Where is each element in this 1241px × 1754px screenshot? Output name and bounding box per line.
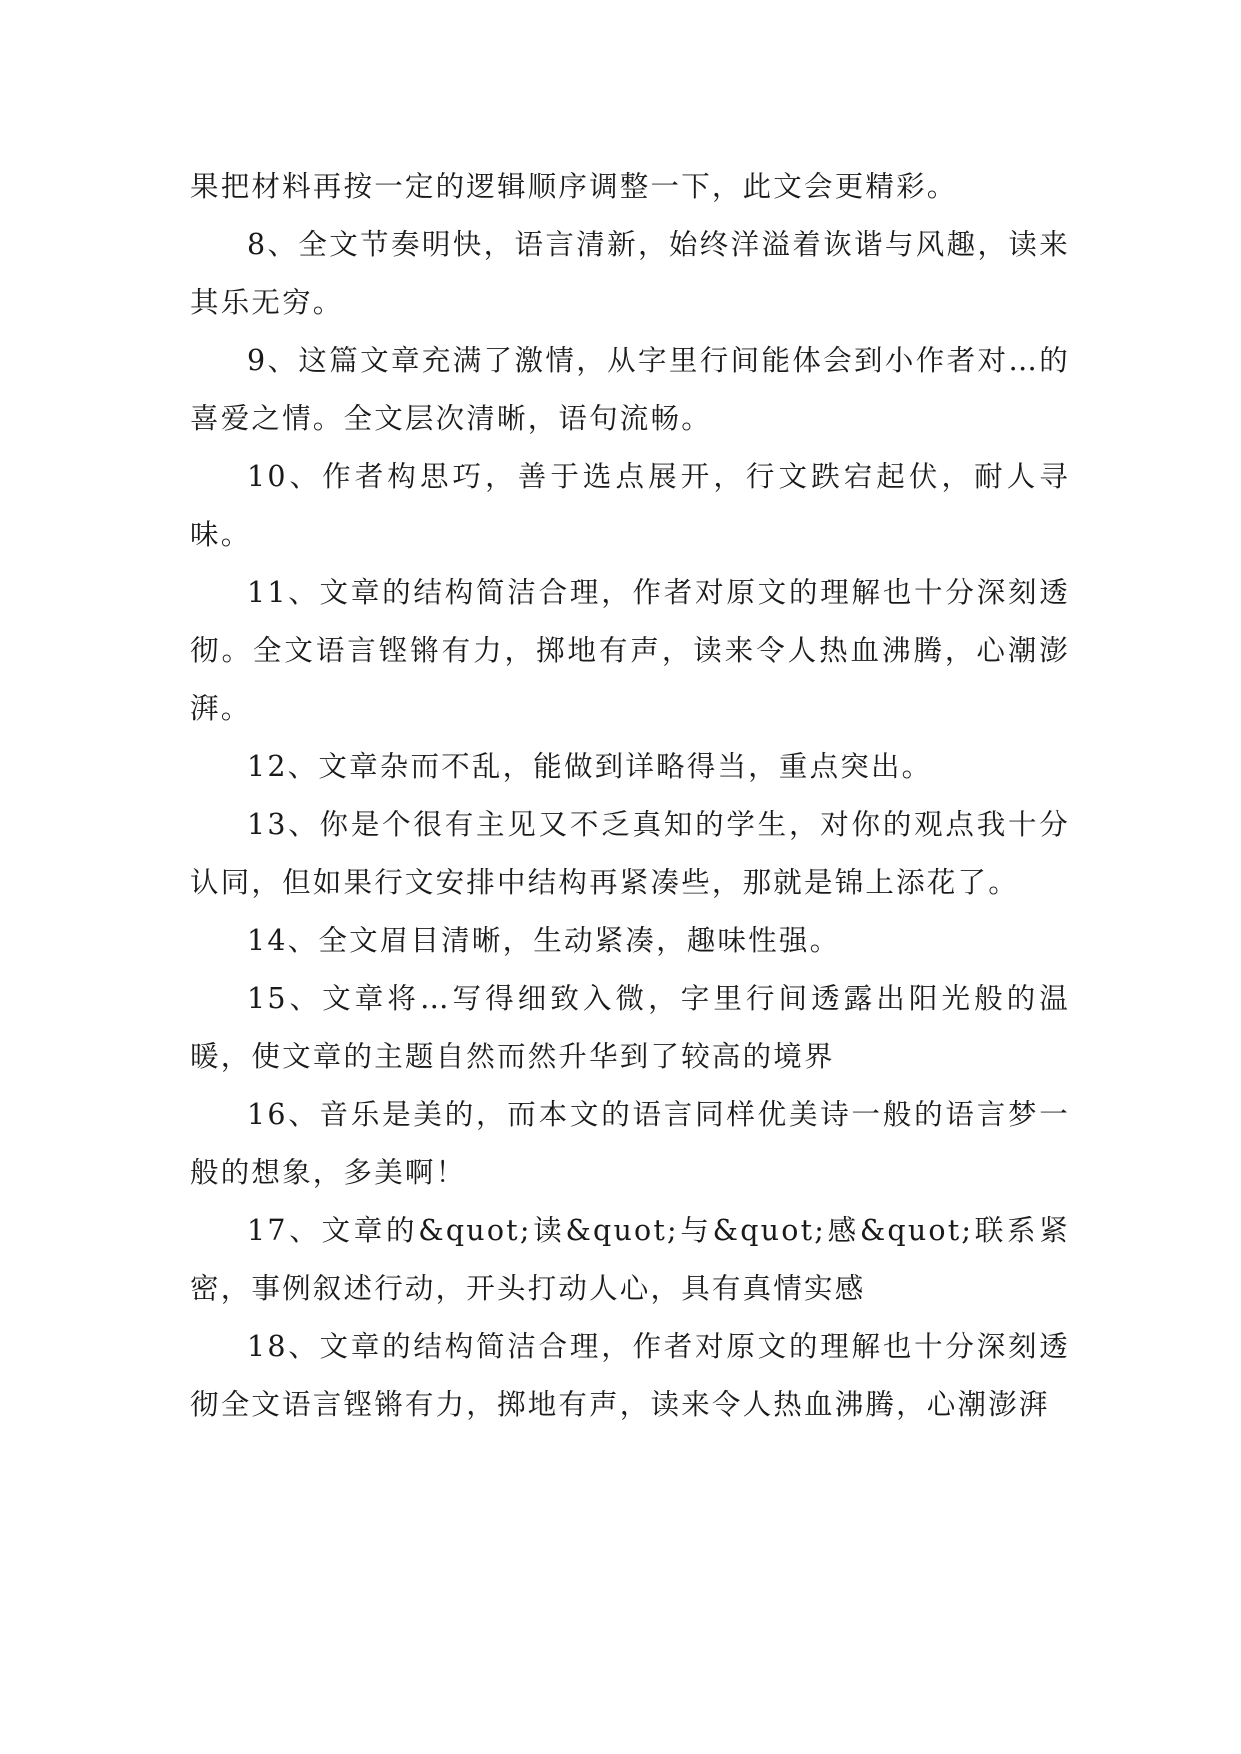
paragraph-continuation: 果把材料再按一定的逻辑顺序调整一下，此文会更精彩。 (190, 170, 958, 203)
paragraph-comment-13: 13、你是个很有主见又不乏真知的学生，对你的观点我十分认同，但如果行文安排中结构再紧凑些，那就是锦上添花了。 (190, 808, 1070, 899)
paragraph-comment-14: 14、全文眉目清晰，生动紧凑，趣味性强。 (247, 924, 841, 957)
paragraph-comment-8: 8、全文节奏明快，语言清新，始终洋溢着诙谐与风趣，读来其乐无穷。 (190, 228, 1070, 319)
paragraph-comment-18: 18、文章的结构简洁合理，作者对原文的理解也十分深刻透彻全文语言铿锵有力，掷地有声，读来令人热血沸腾，心潮澎湃 (190, 1330, 1070, 1421)
paragraph-comment-17: 17、文章的&quot;读&quot;与&quot;感&quot;联系紧密，事例叙述行动，开头打动人心，具有真情实感 (190, 1214, 1070, 1305)
paragraph-comment-10: 10、作者构思巧，善于选点展开，行文跌宕起伏，耐人寻味。 (190, 460, 1070, 551)
document-body (190, 158, 1070, 1434)
paragraph-comment-15: 15、文章将…写得细致入微，字里行间透露出阳光般的温暖，使文章的主题自然而然升华到了较高的境界 (190, 982, 1070, 1073)
paragraph-comment-9: 9、这篇文章充满了激情，从字里行间能体会到小作者对…的喜爱之情。全文层次清晰，语句流畅。 (190, 344, 1070, 435)
paragraph-comment-12: 12、文章杂而不乱，能做到详略得当，重点突出。 (247, 750, 933, 783)
paragraph-comment-16: 16、音乐是美的，而本文的语言同样优美诗一般的语言梦一般的想象，多美啊！ (190, 1098, 1070, 1189)
paragraph-comment-11: 11、文章的结构简洁合理，作者对原文的理解也十分深刻透彻。全文语言铿锵有力，掷地有声，读来令人热血沸腾，心潮澎湃。 (190, 576, 1070, 725)
